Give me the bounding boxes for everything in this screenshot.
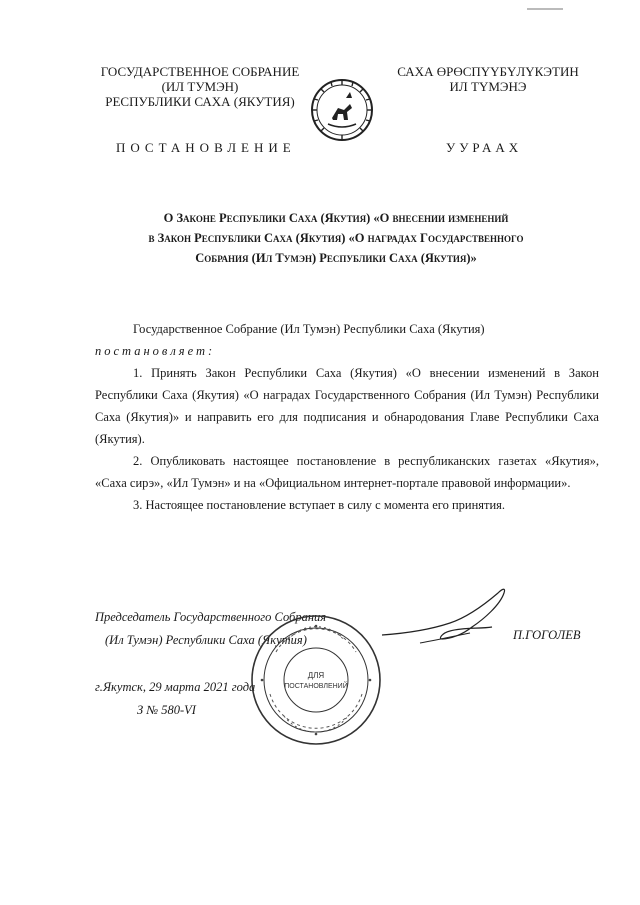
document-title	[110, 208, 562, 268]
scan-mark	[527, 8, 563, 10]
place-and-number	[95, 676, 255, 722]
doc-type-sakha: УУРААХ	[446, 140, 523, 155]
title-line: в Закон Республики Саха (Якутия) «О наградах Государственного	[148, 231, 524, 245]
title-line: О Законе Республики Саха (Якутия) «О внесении изменений	[163, 211, 509, 225]
header-left-line: (ИЛ ТУМЭН)	[161, 79, 239, 94]
header-left-line: РЕСПУБЛИКИ САХА (ЯКУТИЯ)	[105, 94, 295, 109]
header-left-line: ГОСУДАРСТВЕННОЕ СОБРАНИЕ	[100, 64, 300, 79]
body-item: 3. Настоящее постановление вступает в силу с момента его принятия.	[133, 498, 506, 512]
body-item: 2. Опубликовать настоящее постановление в республиканских газетах «Якутия», «Саха сирэ», «Ил Тумэн» и на «Официальном интернет-портале правовой информации».	[95, 454, 599, 490]
signatory-name: П.ГОГОЛЕВ	[513, 628, 581, 642]
position-line: Председатель Государственного Собрания	[95, 610, 327, 624]
position-line: (Ил Тумэн) Республики Саха (Якутия)	[105, 633, 307, 647]
header-right	[383, 64, 593, 94]
seal-center-line: ДЛЯ	[307, 671, 325, 680]
official-seal-stamp	[248, 612, 384, 748]
document-body	[95, 318, 599, 516]
title-line: Собрания (Ил Тумэн) Республики Саха (Якутия)»	[195, 251, 477, 265]
body-intro: Государственное Собрание (Ил Тумэн) Республики Саха (Якутия)	[133, 322, 485, 336]
coat-of-arms-emblem	[310, 78, 374, 142]
header-left	[84, 64, 316, 109]
decree-word: постановляет:	[95, 344, 216, 358]
body-item: 1. Принять Закон Республики Саха (Якутия) «О внесении изменений в Закон Республики Саха (Якутия) «О наградах Государственного Собрания (Ил Тумэн) Республики Саха (Якутия)» и направить его для подписания и обнародования Главе Республики Саха (Якутия).	[95, 366, 599, 446]
document-number: З № 580-VI	[137, 703, 196, 717]
place-date: г.Якутск, 29 марта 2021 года	[95, 680, 256, 694]
handwritten-signature	[380, 583, 510, 663]
header-right-line: ИЛ ТҮМЭНЭ	[449, 79, 527, 94]
header-right-line: САХА ӨРӨСПҮҮБҮЛҮКЭТИН	[397, 64, 579, 79]
doc-type-ru: ПОСТАНОВЛЕНИЕ	[116, 140, 296, 155]
seal-center-line: ПОСТАНОВЛЕНИЙ	[284, 683, 348, 690]
